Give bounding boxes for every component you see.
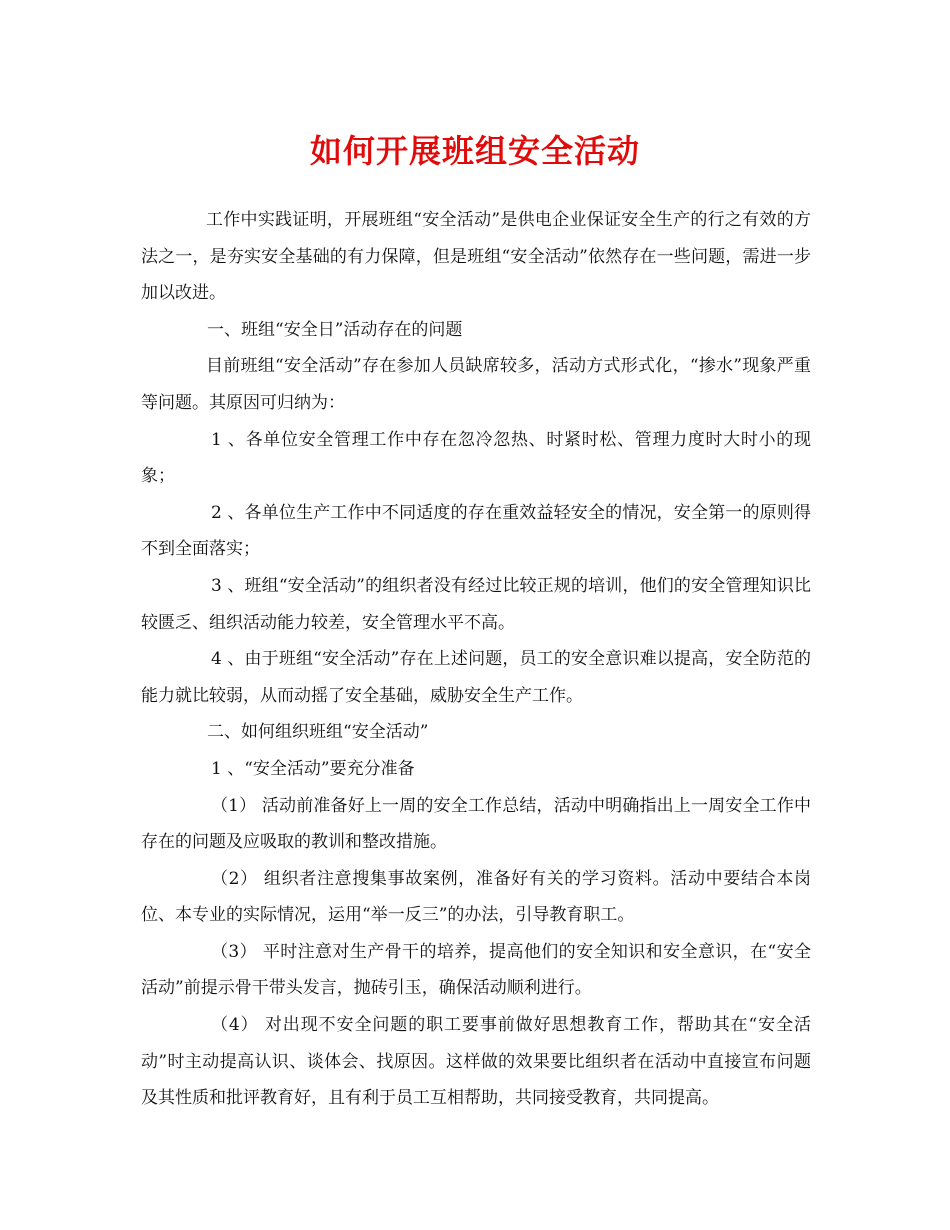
subsection-heading-prepare: 1 、“安全活动”要充分准备 — [211, 758, 415, 779]
document-body — [141, 202, 811, 1117]
problem-item-3: 3 、班组“安全活动”的组织者没有经过比较正规的培训，他们的安全管理知识比较匮乏、组织活动能力较差，安全管理水平不高。 — [141, 575, 811, 633]
problem-item-4: 4 、由于班组“安全活动”存在上述问题，员工的安全意识难以提高，安全防范的能力就比较弱，从而动摇了安全基础，威胁安全生产工作。 — [141, 649, 811, 706]
problems-paragraph: 目前班组“安全活动”存在参加人员缺席较多，活动方式形式化，“掺水”现象严重等问题。其原因可归纳为： — [141, 356, 811, 413]
prepare-item-1: （1） 活动前准备好上一周的安全工作总结，活动中明确指出上一周安全工作中存在的问题及应吸取的教训和整改措施。 — [141, 795, 811, 853]
section-heading-problems: 一、班组“安全日”活动存在的问题 — [207, 319, 463, 340]
document-title: 如何开展班组安全活动 — [309, 132, 640, 170]
prepare-item-4: （4） 对出现不安全问题的职工要事前做好思想教育工作，帮助其在“安全活动”时主动提高认识、谈体会、找原因。这样做的效果要比组织者在活动中直接宣布问题及其性质和批评教育好，且有利于员工互相帮助，共同接受教育，共同提高。 — [141, 1015, 811, 1109]
prepare-item-3: （3） 平时注意对生产骨干的培养，提高他们的安全知识和安全意识，在“安全活动”前提示骨干带头发言，抛砖引玉，确保活动顺利进行。 — [141, 941, 811, 999]
problem-item-2: 2 、各单位生产工作中不同适度的存在重效益轻安全的情况，安全第一的原则得不到全面落实； — [141, 502, 811, 560]
intro-paragraph: 工作中实践证明，开展班组“安全活动”是供电企业保证安全生产的行之有效的方法之一，是夯实安全基础的有力保障，但是班组“安全活动”依然存在一些问题，需进一步加以改进。 — [141, 210, 811, 304]
prepare-item-2: （2） 组织者注意搜集事故案例，准备好有关的学习资料。活动中要结合本岗位、本专业的实际情况，运用“举一反三”的办法，引导教育职工。 — [141, 868, 811, 926]
section-heading-organize: 二、如何组织班组“安全活动” — [207, 722, 429, 743]
problem-item-1: 1 、各单位安全管理工作中存在忽冷忽热、时紧时松、管理力度时大时小的现象； — [141, 429, 811, 487]
